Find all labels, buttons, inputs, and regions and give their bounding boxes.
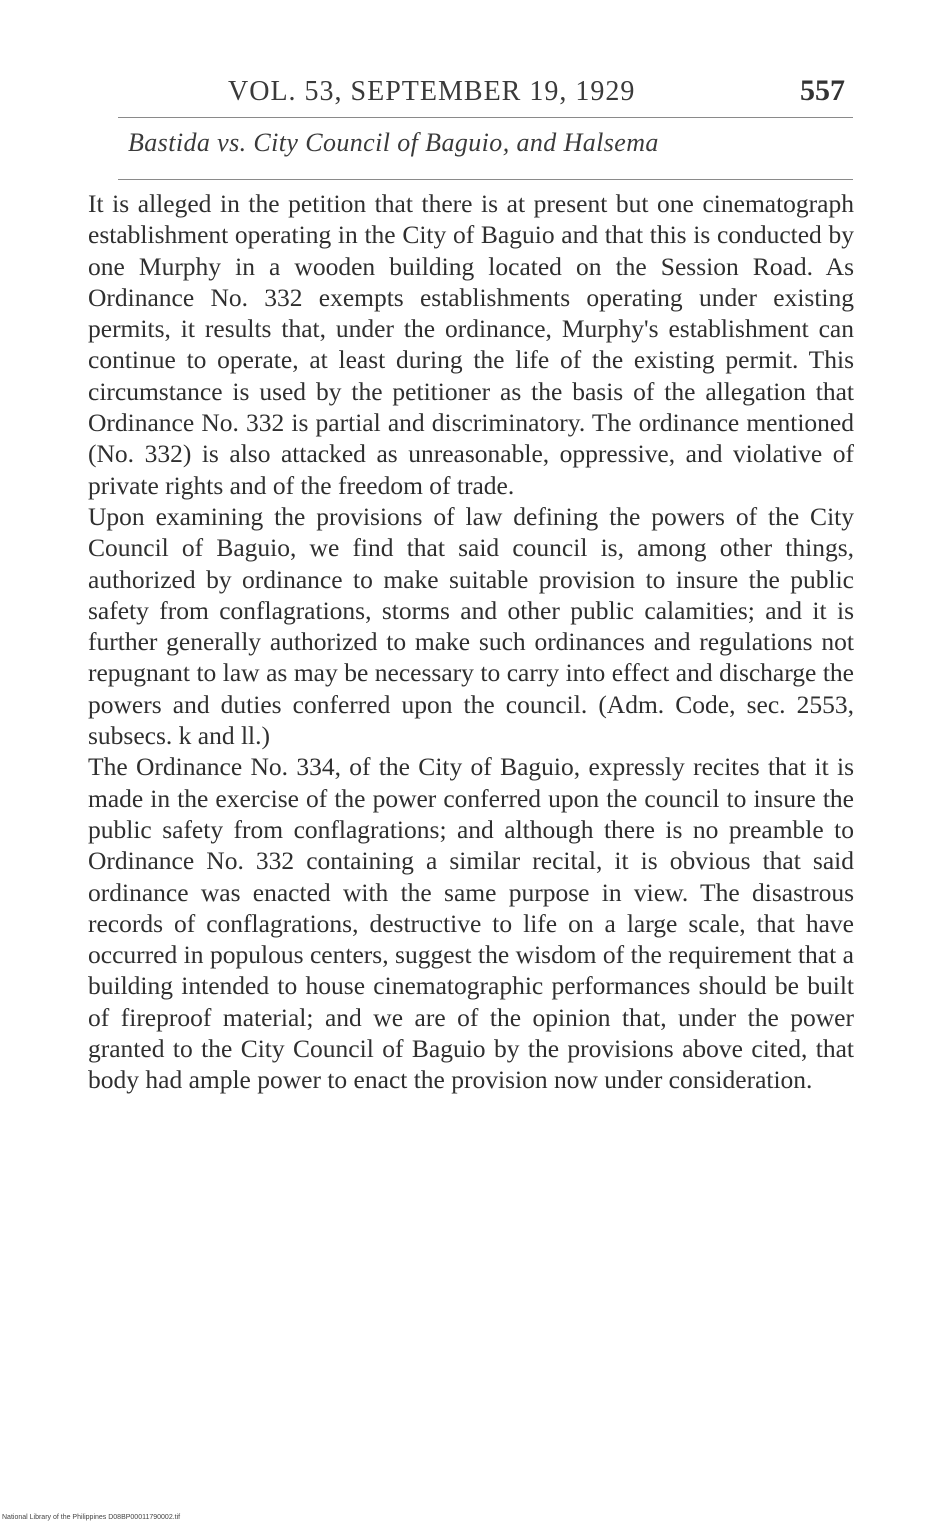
case-running-head: Bastida vs. City Council of Baguio, and Halsema: [128, 128, 659, 157]
paragraph-1: It is alleged in the petition that there is at present but one cinematograph establishment operating in the City of Baguio and that this is conducted by one Murphy in a wooden building located on the Session Road. As Ordinance No. 332 exempts establishments operating under existing permits, it results that, under the ordinance, Murphy's establishment can continue to operate, at least during the life of the existing permit. This circumstance is used by the petitioner as the basis of the allegation that Ordinance No. 332 is partial and discriminatory. The ordinance mentioned (No. 332) is also attacked as unreasonable, oppressive, and violative of private rights and of the freedom of trade.: [88, 189, 854, 500]
page-header: [0, 70, 929, 110]
page-number: 557: [800, 74, 845, 107]
opinion-body: [88, 188, 854, 1096]
paragraph-3: The Ordinance No. 334, of the City of Baguio, expressly recites that it is made in the exercise of the power conferred upon the council to insure the public safety from conflagrations; and although there is no preamble to Ordinance No. 332 containing a similar recital, it is obvious that said ordinance was enacted with the same purpose in view. The disastrous records of conflagrations, destructive to life on a large scale, that have occurred in populous centers, suggest the wisdom of the requirement that a building intended to house cinematographic performances should be built of fireproof material; and we are of the opinion that, under the power granted to the City Council of Baguio by the provisions above cited, that body had ample power to enact the provision now under consideration.: [88, 752, 854, 1095]
paragraph-2: Upon examining the provisions of law defining the powers of the City Council of Baguio, we find that said council is, among other things, authorized by ordinance to make suitable provision to insure the public safety from conflagrations, storms and other public calamities; and it is further generally authorized to make such ordinances and regulations not repugnant to law as may be necessary to carry into effect and discharge the powers and duties conferred upon the council. (Adm. Code, sec. 2553, subsecs. k and ll.): [88, 501, 854, 751]
volume-date-heading: VOL. 53, SEPTEMBER 19, 1929: [228, 76, 636, 107]
header-rule-bottom: [118, 179, 853, 180]
header-rule-top: [118, 117, 853, 118]
scan-source-footer: National Library of the Philippines D08BP00011790002.tif: [2, 1514, 181, 1521]
